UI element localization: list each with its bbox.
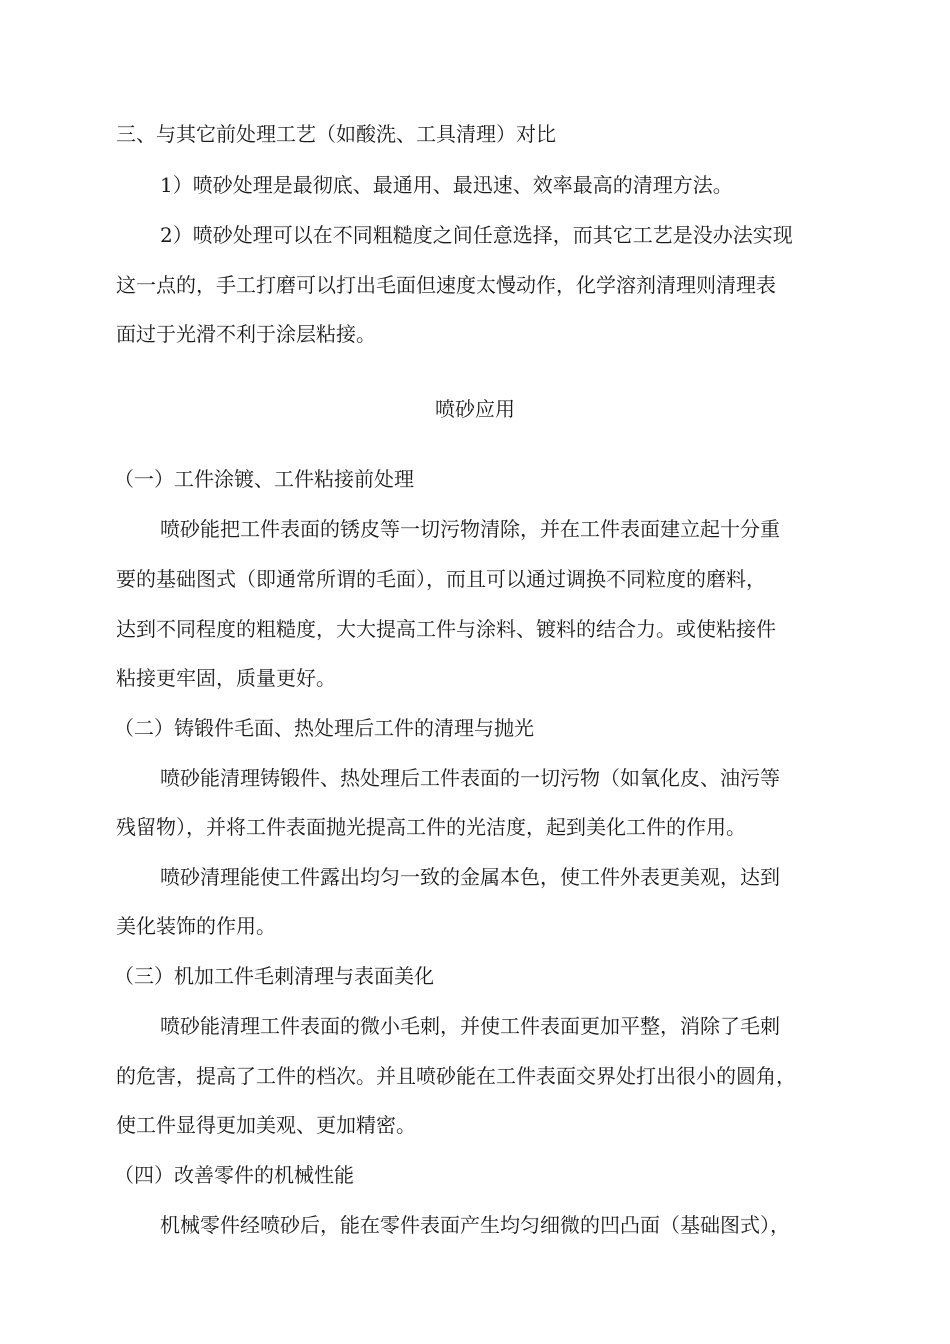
paragraph-line: 喷砂能把工件表面的锈皮等一切污物清除，并在工件表面建立起十分重	[160, 517, 780, 541]
subsection-heading: （二）铸锻件毛面、热处理后工件的清理与抛光	[114, 716, 534, 740]
paragraph-line: 1）喷砂处理是最彻底、最通用、最迅速、效率最高的清理方法。	[160, 173, 733, 197]
subsection-heading: （三）机加工件毛刺清理与表面美化	[114, 964, 434, 988]
paragraph-line: 机械零件经喷砂后，能在零件表面产生均匀细微的凹凸面（基础图式），	[160, 1213, 790, 1237]
paragraph-line: 达到不同程度的粗糙度，大大提高工件与涂料、镀料的结合力。或使粘接件	[116, 617, 776, 641]
section-title: 喷砂应用	[435, 397, 515, 421]
subsection-heading: （一）工件涂镀、工件粘接前处理	[114, 467, 414, 491]
paragraph-line: 的危害，提高了工件的档次。并且喷砂能在工件表面交界处打出很小的圆角，	[116, 1064, 796, 1088]
paragraph-line: 喷砂能清理工件表面的微小毛刺，并使工件表面更加平整，消除了毛刺	[160, 1014, 780, 1038]
subsection-heading: （四）改善零件的机械性能	[114, 1163, 354, 1187]
paragraph-line: 粘接更牢固，质量更好。	[116, 666, 336, 690]
paragraph-line: 面过于光滑不利于涂层粘接。	[116, 322, 376, 346]
paragraph-line: 要的基础图式（即通常所谓的毛面），而且可以通过调换不同粒度的磨料，	[116, 567, 766, 591]
section-heading: 三、与其它前处理工艺（如酸洗、工具清理）对比	[116, 122, 556, 146]
paragraph-line: 美化装饰的作用。	[116, 914, 276, 938]
paragraph-line: 喷砂能清理铸锻件、热处理后工件表面的一切污物（如氧化皮、油污等	[160, 766, 780, 790]
paragraph-line: 残留物），并将工件表面抛光提高工件的光洁度，起到美化工件的作用。	[116, 815, 746, 839]
paragraph-line: 喷砂清理能使工件露出均匀一致的金属本色，使工件外表更美观，达到	[160, 865, 780, 889]
paragraph-line: 使工件显得更加美观、更加精密。	[116, 1113, 416, 1137]
paragraph-line: 2）喷砂处理可以在不同粗糙度之间任意选择，而其它工艺是没办法实现	[160, 223, 793, 247]
paragraph-line: 这一点的，手工打磨可以打出毛面但速度太慢动作，化学溶剂清理则清理表	[116, 273, 776, 297]
